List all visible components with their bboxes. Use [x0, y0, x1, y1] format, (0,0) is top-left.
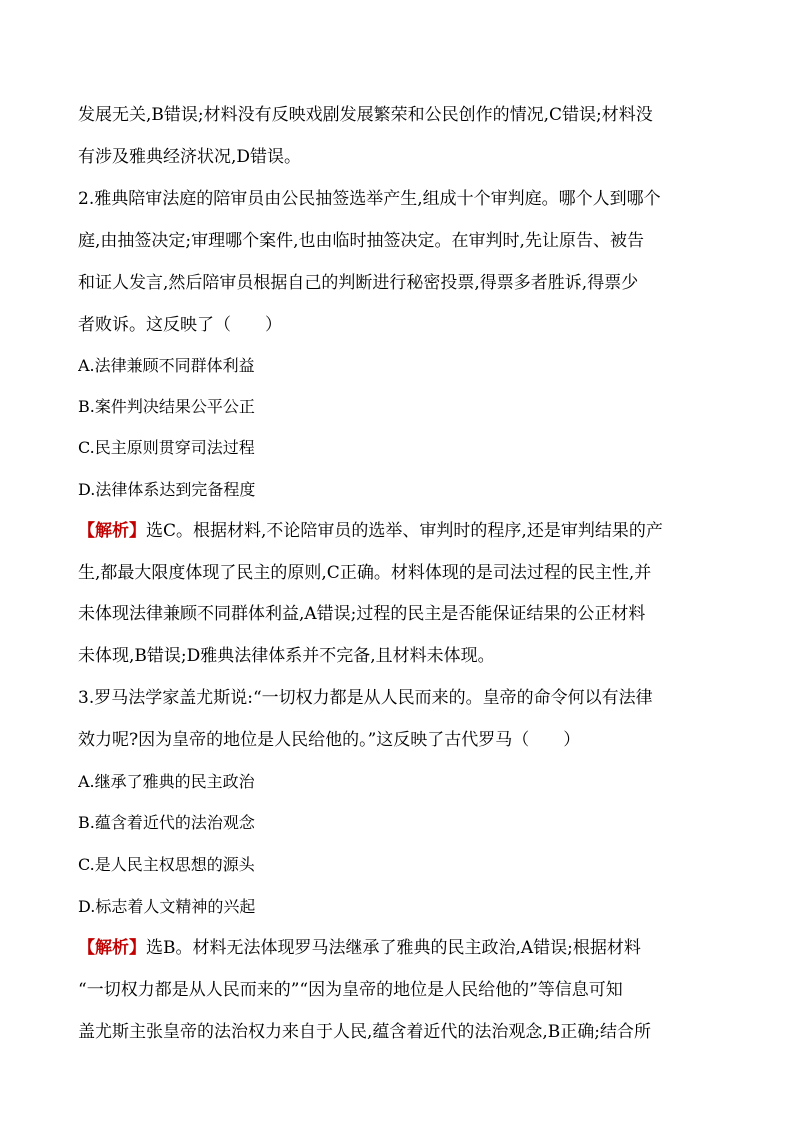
- q2-analysis-line-1: [78, 520, 730, 542]
- q3-analysis-tag: 【解析】: [78, 938, 146, 958]
- q3-stem-line-1: 3.罗马法学家盖尤斯说:“一切权力都是从人民而来的。皇帝的命令何以有法律: [78, 688, 653, 708]
- q2-stem-line-2: 庭,由抽签决定;审理哪个案件,也由临时抽签决定。在审判时,先让原告、被告: [78, 231, 644, 251]
- q3-option-c: C.是人民主权思想的源头: [78, 855, 255, 874]
- prev-analysis-line-2: 有涉及雅典经济状况,D错误。: [78, 147, 302, 167]
- q2-option-c: C.民主原则贯穿司法过程: [78, 438, 255, 457]
- q2-option-d: D.法律体系达到完备程度: [78, 480, 256, 499]
- q3-option-b: B.蕴含着近代的法治观念: [78, 813, 255, 832]
- q2-option-b: B.案件判决结果公平公正: [78, 397, 255, 416]
- q3-option-d: D.标志着人文精神的兴起: [78, 897, 256, 916]
- q3-stem-line-2: 效力呢?因为皇帝的地位是人民给他的。”这反映了古代罗马（ ）: [78, 730, 581, 750]
- q3-analysis-line-2: “一切权力都是从人民而来的”“因为皇帝的地位是人民给他的”等信息可知: [78, 980, 623, 1000]
- q2-analysis-tag: 【解析】: [78, 521, 146, 541]
- q3-analysis-text-1: 选B。材料无法体现罗马法继承了雅典的民主政治,A错误;根据材料: [146, 938, 641, 958]
- prev-analysis-line-1: 发展无关,B错误;材料没有反映戏剧发展繁荣和公民创作的情况,C错误;材料没: [78, 105, 653, 125]
- q2-option-a: A.法律兼顾不同群体利益: [78, 356, 255, 375]
- q2-analysis-line-2: 生,都最大限度体现了民主的原则,C正确。材料体现的是司法过程的民主性,并: [78, 563, 652, 583]
- q2-stem-line-3: 和证人发言,然后陪审员根据自己的判断进行秘密投票,得票多者胜诉,得票少: [78, 273, 639, 293]
- q2-analysis-line-4: 未体现,B错误;D雅典法律体系并不完备,且材料未体现。: [78, 646, 495, 666]
- q2-stem-line-4: 者败诉。这反映了（ ）: [78, 315, 282, 335]
- q3-analysis-line-3: 盖尤斯主张皇帝的法治权力来自于人民,蕴含着近代的法治观念,B正确;结合所: [78, 1022, 652, 1042]
- q3-analysis-line-1: [78, 937, 730, 959]
- q2-stem-line-1: 2.雅典陪审法庭的陪审员由公民抽签选举产生,组成十个审判庭。哪个人到哪个: [78, 189, 661, 209]
- q2-analysis-line-3: 未体现法律兼顾不同群体利益,A错误;过程的民主是否能保证结果的公正材料: [78, 604, 646, 624]
- q2-analysis-text-1: 选C。根据材料,不论陪审员的选举、审判时的程序,还是审判结果的产: [146, 521, 663, 541]
- q3-option-a: A.继承了雅典的民主政治: [78, 772, 255, 791]
